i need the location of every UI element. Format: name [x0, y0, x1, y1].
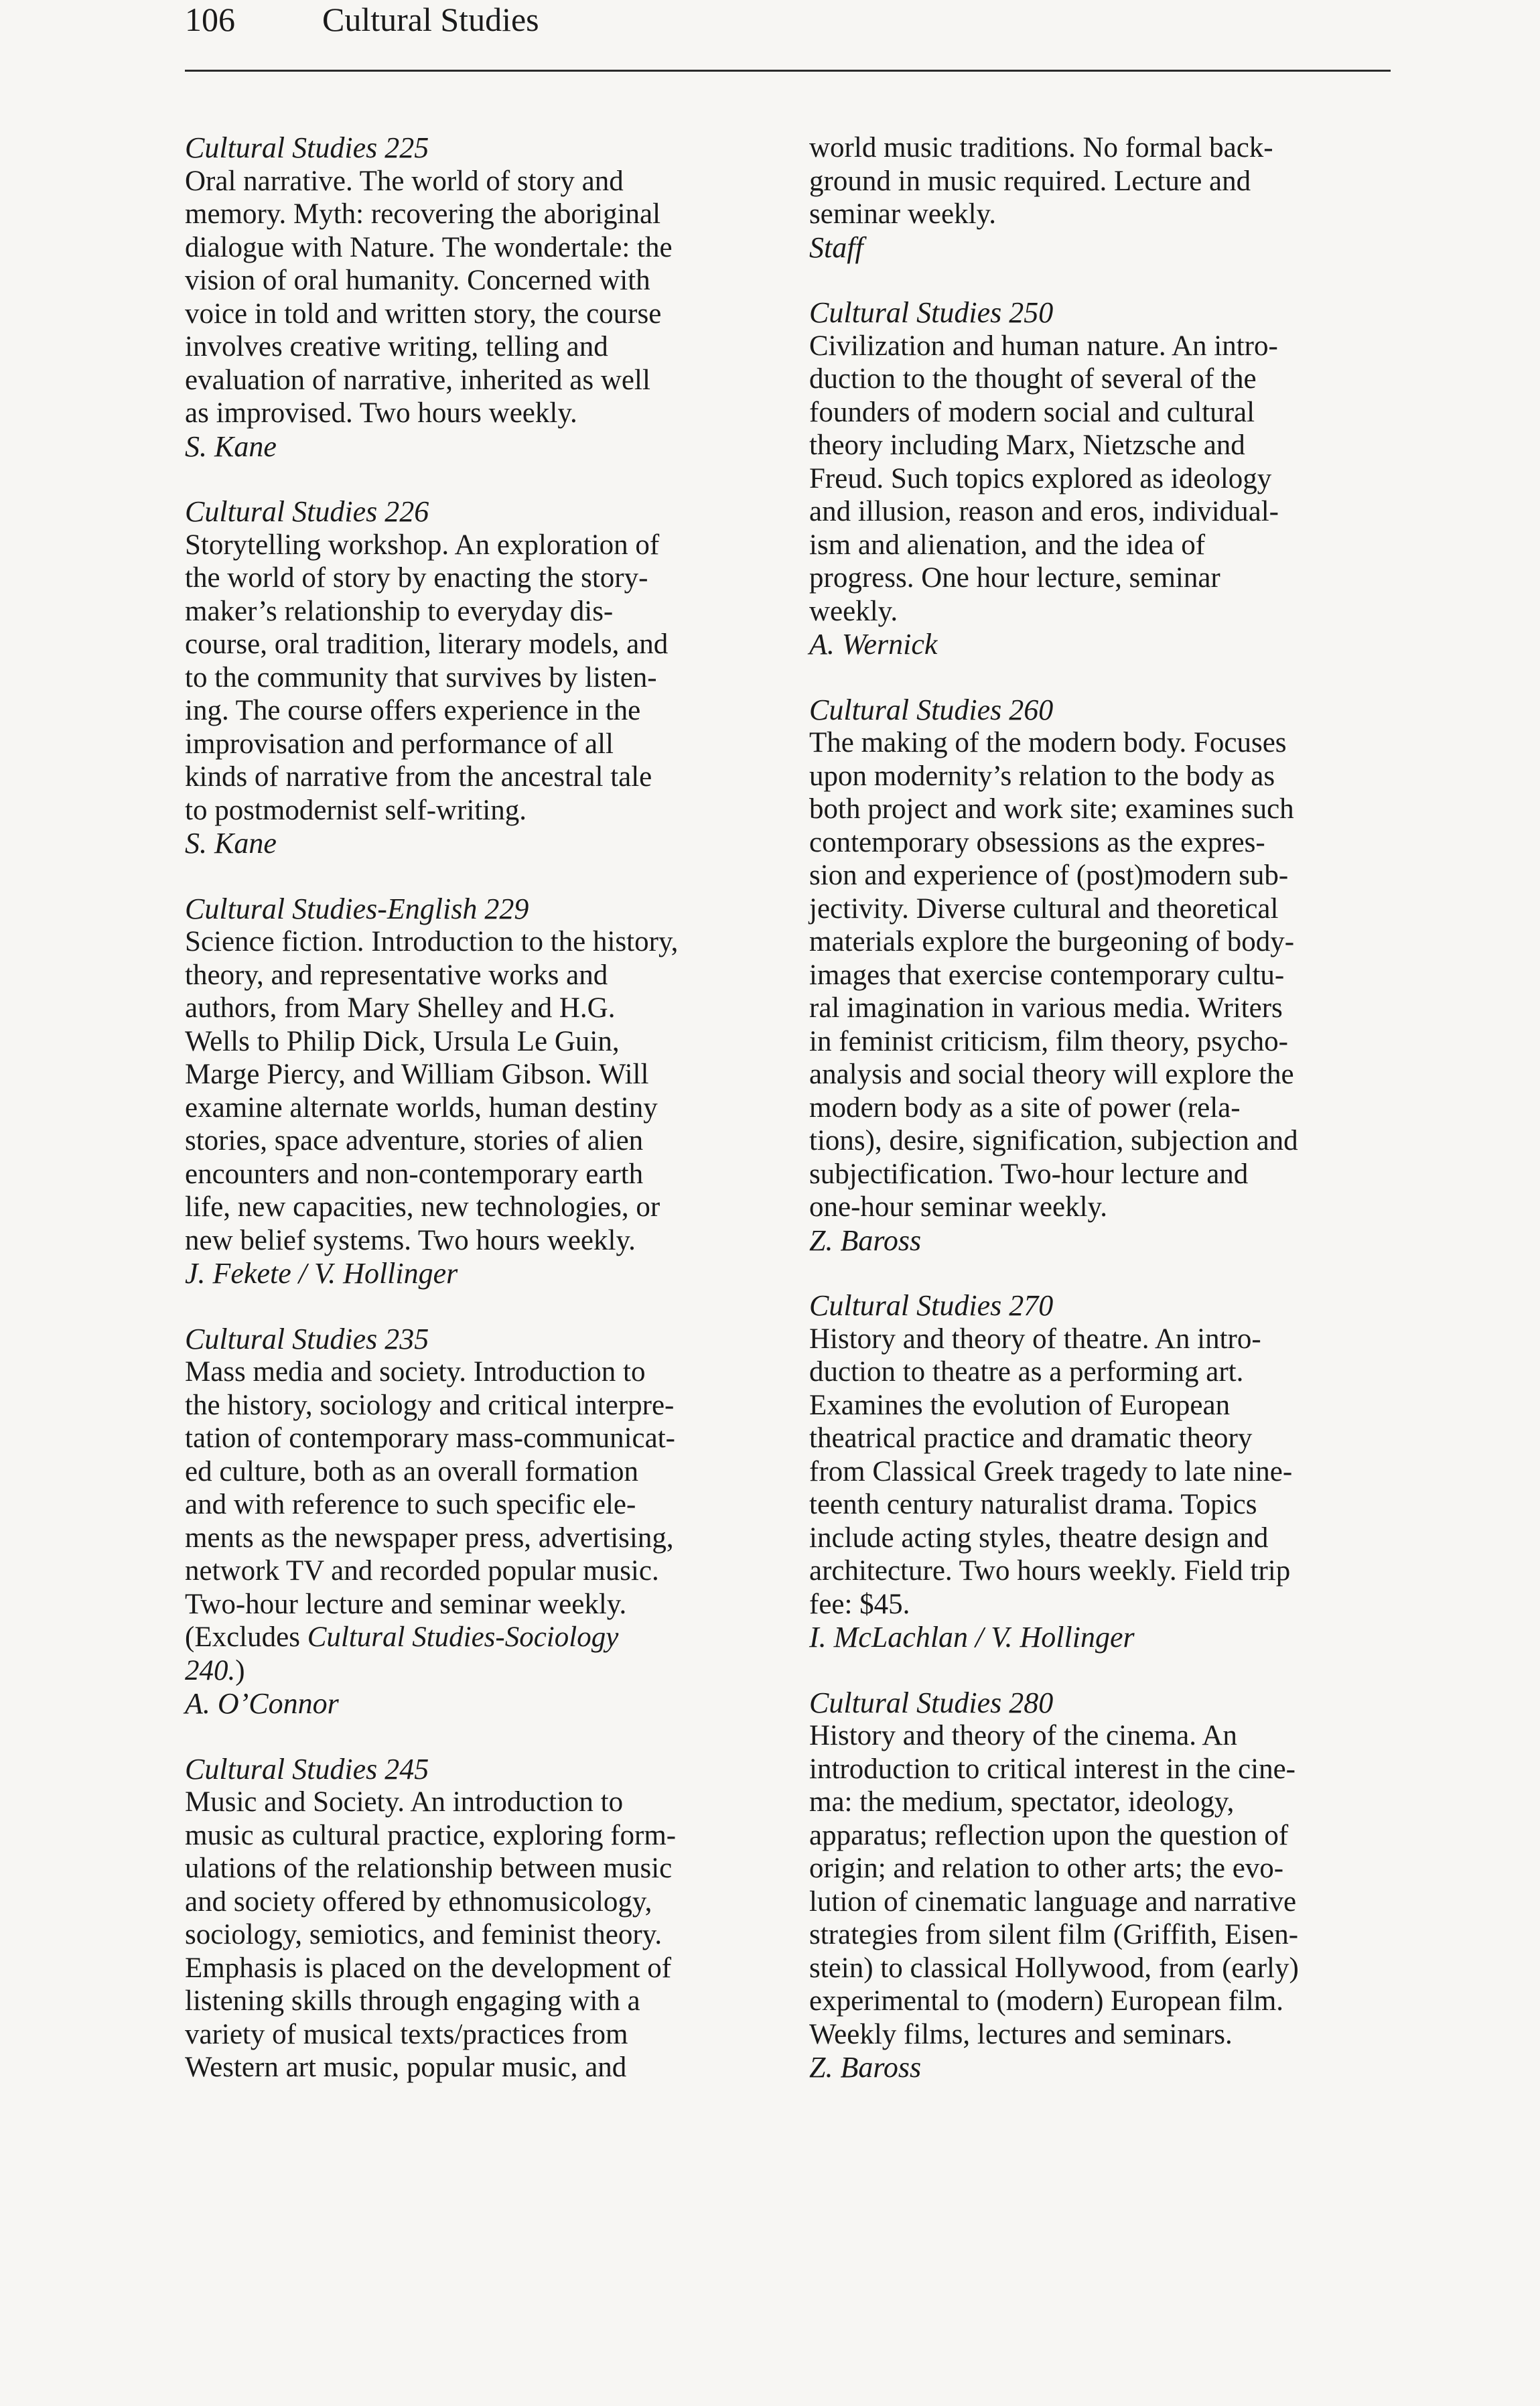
- page-header: [185, 0, 1391, 72]
- exclusion-note-course: Cultural Studies-Sociology 240.: [185, 1621, 619, 1686]
- course-entry: [809, 693, 1399, 1258]
- course-title: Cultural Studies 226: [185, 495, 429, 528]
- course-instructor: Staff: [809, 230, 863, 264]
- course-title: Cultural Studies 270: [809, 1289, 1054, 1322]
- course-instructor: S. Kane: [185, 827, 277, 860]
- course-description: Oral narrative. The world of story and memory. Myth: recovering the aboriginal dialogue with Nature. The wondertale: the vision of oral humanity. Concerned with voice in told and written story, the course involves creative writing, telling and evaluation of narrative, inherited as well as improvised. Two hours weekly.: [185, 165, 673, 429]
- course-instructor: Z. Baross: [809, 2051, 922, 2084]
- page-number: 106: [185, 1, 235, 38]
- course-title: Cultural Studies 280: [809, 1686, 1054, 1719]
- exclusion-note-close: ): [235, 1654, 245, 1686]
- course-title: Cultural Studies 250: [809, 296, 1054, 329]
- exclusion-note-open: (Excludes: [185, 1621, 307, 1653]
- course-entry: [809, 296, 1399, 661]
- course-description: world music traditions. No formal back- ground in music required. Lecture and seminar weekly.: [809, 132, 1273, 230]
- course-description: Science fiction. Introduction to the history, theory, and representative works and authors, from Mary Shelley and H.G. Wells to Philip Dick, Ursula Le Guin, Marge Piercy, and William Gibson. Will examine alternate worlds, human destiny stories, space adventure, stories of alien encounters and non-contemporary earth life, new capacities, new technologies, or new belief systems. Two hours weekly.: [185, 926, 679, 1256]
- course-title: Cultural Studies 235: [185, 1322, 429, 1355]
- course-description: The making of the modern body. Focuses upon modernity’s relation to the body as both project and work site; examines such contemporary obsessions as the expres- sion and experience of (post)modern sub- jectivity. Diverse cultural and theoretical materials explore the burgeoning of body- images that exercise contemporary cultu- ral imagination in various media. Writers in feminist criticism, film theory, psycho- analysis and social theory will explore the modern body as a site of power (rela- tions), desire, signification, subjection and subjectification. Two-hour lecture and one-hour seminar weekly.: [809, 727, 1298, 1223]
- course-entry: [185, 495, 774, 860]
- course-instructor: S. Kane: [185, 429, 277, 463]
- course-instructor: Z. Baross: [809, 1223, 922, 1257]
- course-entry: [185, 1753, 774, 2084]
- left-column: [185, 131, 774, 2117]
- course-entry: [809, 1686, 1399, 2084]
- course-description: Mass media and society. Introduction to the history, sociology and critical interpre- tation of contemporary mass-communicat- ed culture, both as an overall formation and with reference to such specific ele- ments as the newspaper press, advertising, network TV and recorded popular music. Two-hour lecture and seminar weekly.: [185, 1356, 675, 1620]
- course-entry: [185, 131, 774, 463]
- course-exclusion-note: [185, 1621, 774, 1687]
- course-entry: [809, 1289, 1399, 1654]
- course-entry: [185, 892, 774, 1290]
- course-instructor: I. McLachlan / V. Hollinger: [809, 1621, 1135, 1654]
- course-instructor: A. Wernick: [809, 628, 938, 661]
- course-title: Cultural Studies 245: [185, 1752, 429, 1786]
- right-column: [809, 131, 1399, 2117]
- course-description: Music and Society. An introduction to music as cultural practice, exploring form- ulations of the relationship between music and society offered by ethnomusicology, sociology, semiotics, and feminist theory. Emphasis is placed on the development of listening skills through engaging with a variety of musical texts/practices from Western art music, popular music, and: [185, 1786, 677, 2083]
- course-title: Cultural Studies-English 229: [185, 892, 529, 925]
- course-description: History and theory of the cinema. An introduction to critical interest in the cine- ma: the medium, spectator, ideology, apparatus; reflection upon the question of origin; and relation to other arts; the evo- lution of cinematic language and narrative strategies from silent film (Griffith, Eisen- stein) to classical Hollywood, from (early) experimental to (modern) European film. Weekly films, lectures and seminars.: [809, 1720, 1299, 2050]
- course-description: Storytelling workshop. An exploration of the world of story by enacting the story- maker’s relationship to everyday dis- course, oral tradition, literary models, and to the community that survives by listen- ing. The course offers experience in the improvisation and performance of all kinds of narrative from the ancestral tale to postmodernist self-writing.: [185, 529, 669, 826]
- course-description: Civilization and human nature. An intro- duction to the thought of several of the founders of modern social and cultural theory including Marx, Nietzsche and Freud. Such topics explored as ideology and illusion, reason and eros, individual- ism and alienation, and the idea of progress. One hour lecture, seminar weekly.: [809, 330, 1279, 627]
- course-title: Cultural Studies 260: [809, 693, 1054, 726]
- course-title: Cultural Studies 225: [185, 131, 429, 164]
- course-instructor: A. O’Connor: [185, 1687, 339, 1720]
- course-entry-continuation: [809, 131, 1399, 264]
- running-header-title: Cultural Studies: [322, 1, 539, 38]
- course-entry: [185, 1323, 774, 1721]
- course-description: History and theory of theatre. An intro- duction to theatre as a performing art. Examines the evolution of European theatrical practice and dramatic theory from Classical Greek tragedy to late nine- teenth century naturalist drama. Topics include acting styles, theatre design and architecture. Two hours weekly. Field trip fee: $45.: [809, 1323, 1293, 1620]
- course-instructor: J. Fekete / V. Hollinger: [185, 1257, 458, 1290]
